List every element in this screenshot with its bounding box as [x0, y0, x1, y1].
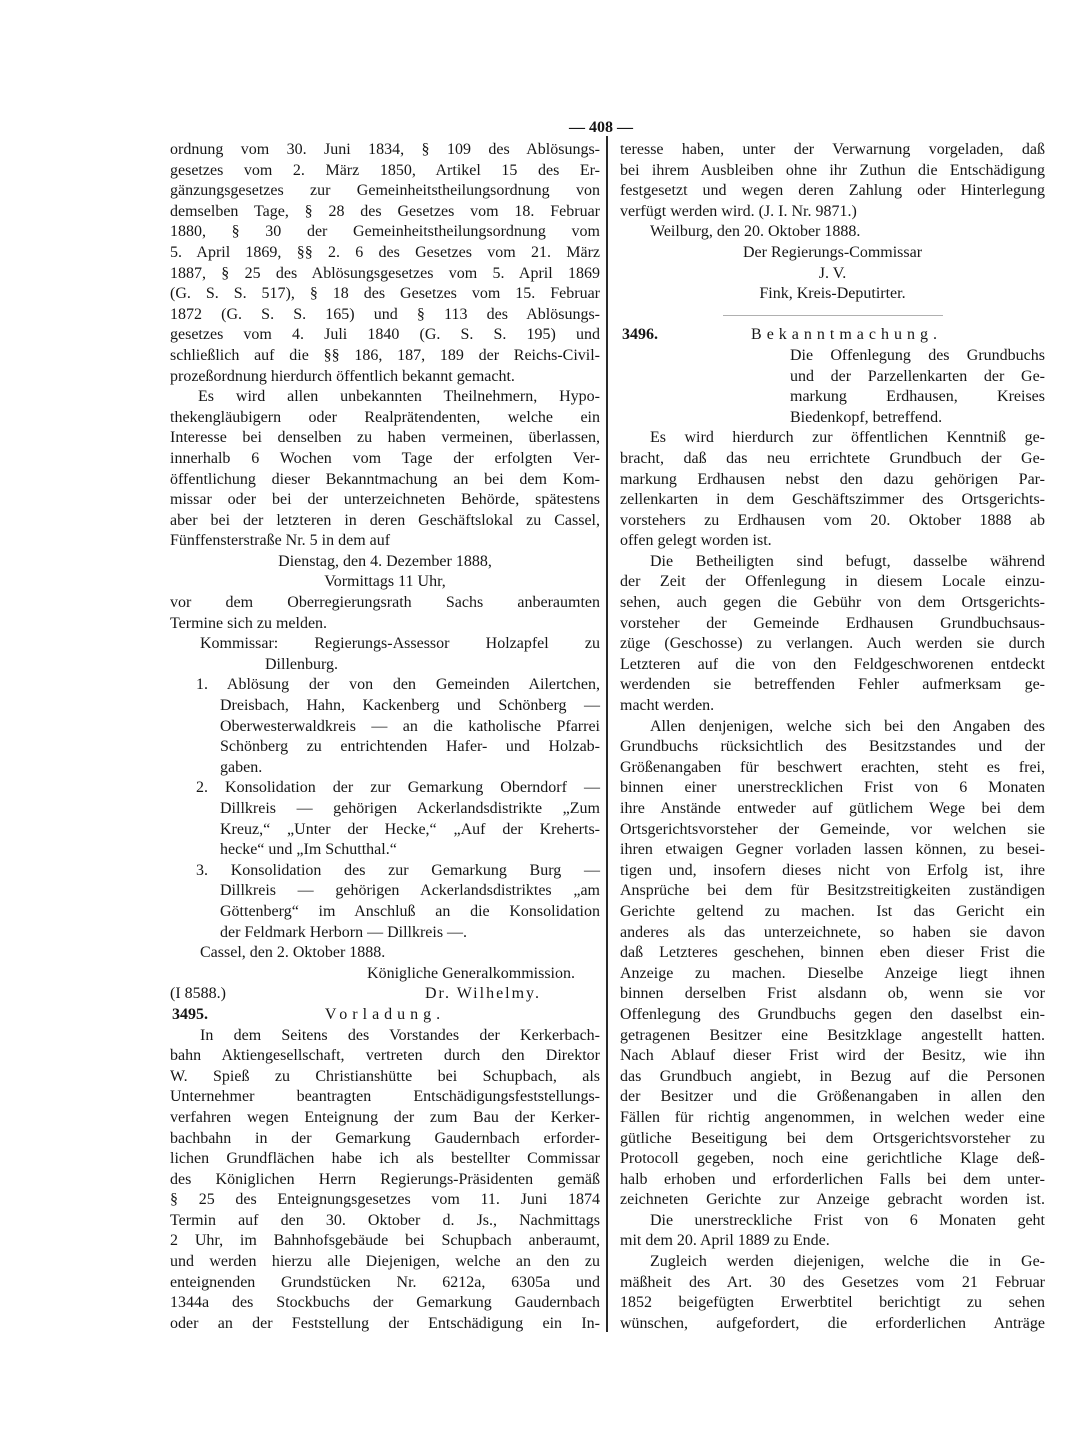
subject-line: Biedenkopf, betreffend. [790, 408, 943, 426]
text-line: verfahren wegen Enteignung der zum Bau der Kerker- [170, 1108, 600, 1126]
text-line: wünschen, aufgefordert, die erforderlichen Anträge [620, 1314, 1045, 1332]
text-line: Kommissar: Regierungs-Assessor Holzapfel zu [200, 635, 600, 653]
text-line: Größenangaben für beschwert erachten, steht es frei, [620, 758, 1045, 776]
text-line: thekengläubigern oder Realprätendenten, welche ein [170, 408, 600, 426]
text-line: oder an der Feststellung der Entschädigung ein In- [170, 1314, 600, 1332]
text-line: Termine sich zu melden. [170, 614, 328, 632]
text-line: 1344a des Stockbuchs der Gemarkung Gaudernbach [170, 1294, 600, 1312]
reference-number: (I 8588.) [170, 985, 226, 1003]
notice-heading [620, 325, 1045, 346]
text-line: gaben. [220, 758, 263, 776]
text-line: 2 Uhr, im Bahnhofsgebäude bei Schupbach anberaumt, [170, 1232, 600, 1250]
text-line: Fällen für richtig angenommen, in welchen weder eine [620, 1108, 1045, 1126]
subject-line: markung Erdhausen, Kreises [790, 388, 1045, 406]
text-line: lichen Grundflächen habe ich als bestellter Commissar [170, 1150, 600, 1168]
text-line: teresse haben, unter der Verwarnung vorgeladen, daß [620, 141, 1045, 158]
text-line: Dillkreis — gehörigen Ackerlandsdistriktes „am [220, 882, 600, 900]
text-line: Letzteren auf die von den Feldgeschworenen entdeckt [620, 655, 1045, 673]
signature: Fink, Kreis-Deputirter. [759, 285, 906, 303]
text-line: Dreisbach, Hahn, Kackenberg und Schönberg — [220, 697, 600, 715]
column-divider [606, 136, 608, 1332]
text-line: tigen und, insofern dieses nicht von Erfolg ist, ihre [620, 861, 1045, 879]
text-line: öffentlichung dieser Bekanntmachung an bei dem Kom- [170, 470, 600, 488]
text-line: markung Erdhausen nebst den dazu gehörigen Par- [620, 470, 1045, 488]
text-line: macht werden. [620, 697, 715, 715]
section-divider [620, 305, 1045, 326]
text-line: züge (Geschosse) zu verlangen. Auch werden sie durch [620, 635, 1045, 653]
notice-title: Vorladung. [324, 1005, 446, 1023]
divider-rule [723, 315, 943, 316]
text-line: 1872 (G. S. S. 165) und § 113 des Ablösungs- [170, 305, 600, 323]
text-line: sehen, auch gegen die Gebühr von dem Ortsgerichts- [620, 594, 1045, 612]
place-date: Cassel, den 2. Oktober 1888. [200, 944, 386, 962]
text-line: ihren etwaigen Gegner vorladen lassen können, zu besei- [620, 841, 1045, 859]
signature: Dr. Wilhelmy. [425, 985, 542, 1003]
text-line: gütliche Beseitigung bei dem Ortsgerichtsvorsteher zu [620, 1129, 1045, 1147]
list-item: 1. Ablösung der von den Gemeinden Ailertchen, [196, 676, 600, 694]
text-line: binnen einer unerstrecklichen Frist von 6 Monaten [620, 779, 1045, 797]
text-line: binnen derselben Frist alsdann ob, wenn sie vor [620, 985, 1045, 1003]
text-line: ordnung vom 30. Juni 1834, § 109 des Ablösungs- [170, 141, 600, 158]
text-line: Die unerstreckliche Frist von 6 Monaten geht [650, 1211, 1045, 1229]
text-line: Es wird hierdurch zur öffentlichen Kenntniß ge- [650, 429, 1045, 447]
text-line: Dillenburg. [265, 655, 339, 673]
text-line: Ortsgerichtsvorsteher der Gemeinde, vor welchen sie [620, 820, 1045, 838]
proxy-mark: J. V. [818, 264, 847, 282]
text-line: bei ihrem Ausbleiben ohne ihr Zuthun die Entschädigung [620, 161, 1045, 179]
text-line: anderes als das unterzeichnete, so haben sie davon [620, 923, 1045, 941]
text-line: festgesetzt und wegen deren Zahlung oder Hinterlegung [620, 182, 1045, 200]
text-line: Kreuz,“ „Unter der Hecke,“ „Auf der Kreherts- [220, 820, 600, 838]
text-line: bahn Aktiengesellschaft, vertreten durch den Direktor [170, 1047, 600, 1065]
text-line: verfügt werden wird. (J. I. Nr. 9871.) [620, 202, 857, 220]
text-line: Ansprüche bei dem für Besitzstreitigkeiten zuständigen [620, 882, 1045, 900]
text-line: Termin auf den 30. Oktober d. Js., Nachmittags [170, 1211, 600, 1229]
text-line: Nach Ablauf dieser Frist wird der Besitz, wie ihn [620, 1047, 1045, 1065]
text-line: werdenden sie betreffenden Fehler aufmerksam ge- [620, 676, 1045, 694]
list-item: 3. Konsolidation des zur Gemarkung Burg — [196, 861, 600, 879]
place-date: Weilburg, den 20. Oktober 1888. [650, 223, 861, 241]
text-line: Unternehmer beantragten Entschädigungsfeststellungs- [170, 1088, 600, 1106]
text-line: daß Letzteres geschehen, binnen eben dieser Frist die [620, 944, 1045, 962]
text-line: (G. S. S. 517), § 18 des Gesetzes vom 15. Februar [170, 285, 600, 303]
appointment-time: Vormittags 11 Uhr, [324, 573, 446, 591]
text-line: hecke“ und „Im Schutthal.“ [220, 841, 397, 859]
text-line: und werden hierzu alle Diejenigen, welche an den zu [170, 1253, 600, 1271]
text-line: vorsteher der Gemeinde Erdhausen Grundbuchsaus- [620, 614, 1045, 632]
text-line: schließlich auf die §§ 186, 187, 189 der Reichs-Civil- [170, 346, 600, 364]
text-line: zeichneten Gerichte zur Anzeige gebracht worden ist. [620, 1191, 1045, 1209]
text-line: enteignenden Grundstücken Nr. 6212a, 6305a und [170, 1273, 600, 1291]
page-number: — 408 — [569, 119, 633, 136]
text-line: Offenlegung des Grundbuchs gegen den daselbst ein- [620, 1005, 1045, 1023]
text-line: Die Betheiligten sind befugt, dasselbe während [650, 552, 1045, 570]
text-line: 1880, § 30 der Gemeinheitstheilungsordnung vom [170, 223, 600, 241]
text-line: Göttenberg“ im Anschluß an die Konsolidation [220, 902, 600, 920]
text-line: innerhalb 6 Wochen vom Tage der erfolgten Ver- [170, 449, 600, 467]
subject-line: Die Offenlegung des Grundbuchs [790, 346, 1045, 364]
text-line: Dillkreis — gehörigen Ackerlandsdistrikte „Zum [220, 800, 600, 817]
list-item: 2. Konsolidation der zur Gemarkung Oberndorf — [196, 779, 600, 797]
text-line: ihre Anstände entweder auf gütlichem Wege bei dem [620, 800, 1045, 817]
text-line: Es wird allen unbekannten Theilnehmern, Hypo- [198, 388, 600, 406]
text-line: Anzeige zu machen. Dieselbe Anzeige liegt ihnen [620, 964, 1045, 982]
text-line: Zugleich werden diejenigen, welche die in Ge- [650, 1253, 1045, 1271]
text-line: Grundbuchs rücksichtlich des Besitzstandes und der [620, 738, 1045, 756]
text-line: der Besitzer und die Größenangaben in allen den [620, 1088, 1045, 1106]
notice-number: 3496. [622, 326, 658, 344]
text-line: demselben Tage, § 28 des Gesetzes vom 18. Februar [170, 202, 600, 220]
text-line: vorstehers zu Erdhausen vom 20. Oktober 1888 ab [620, 511, 1045, 529]
text-line: aber bei der letzteren in deren Geschäftslokal zu Cassel, [170, 511, 600, 529]
text-line: 5. April 1869, §§ 2. 6 des Gesetzes vom 21. März [170, 243, 600, 261]
text-line: das Grundbuch angiebt, in Bezug auf die Personen [620, 1067, 1045, 1085]
signature-row [170, 984, 600, 1005]
text-line: Schönberg zu entrichtenden Hafer- und Holzab- [220, 738, 600, 756]
subject-line: und der Parzellenkarten der Ge- [790, 367, 1045, 385]
text-line: gänzungsgesetzes zur Gemeinheitstheilungsordnung von [170, 182, 600, 200]
notice-title: Bekanntmachung. [751, 326, 942, 344]
text-line: gesetzes vom 4. Juli 1840 (G. S. S. 195) und [170, 326, 600, 344]
text-line: getragenen Besitzer eine Besitzklage angestellt hatten. [620, 1026, 1045, 1044]
authority: Königliche Generalkommission. [367, 964, 575, 982]
text-line: § 25 des Enteignungsgesetzes vom 11. Juni 1874 [170, 1191, 600, 1209]
text-line: Oberwesterwaldkreis — an die katholische Pfarrei [220, 717, 600, 735]
text-line: Interesse bei denselben zu haben vermeinen, überlassen, [170, 429, 600, 447]
text-line: mit dem 20. April 1889 zu Ende. [620, 1232, 830, 1250]
appointment-date: Dienstag, den 4. Dezember 1888, [278, 552, 492, 570]
text-line: bracht, daß das neu errichtete Grundbuch der Ge- [620, 449, 1045, 467]
left-column [170, 140, 600, 1334]
text-line: In dem Seitens des Vorstandes der Kerkerbach- [200, 1026, 600, 1044]
text-line: der Zeit der Offenlegung in diesem Locale einzu- [620, 573, 1045, 591]
text-line: Protocoll gegeben, noch eine gerichtliche Klage deß- [620, 1150, 1045, 1168]
text-line: halb erhoben und erforderlichen Falls bei dem unter- [620, 1170, 1045, 1188]
text-line: missar oder bei der unterzeichneten Behörde, spätestens [170, 491, 600, 509]
text-line: der Feldmark Herborn — Dillkreis —. [220, 923, 468, 941]
text-line: bachbahn in der Gemarkung Gaudernbach erforder- [170, 1129, 600, 1147]
text-line: 1852 beigefügten Erwerbtitel berichtigt zu sehen [620, 1294, 1045, 1312]
right-column [620, 140, 1045, 1334]
text-line: offen gelegt worden ist. [620, 532, 772, 550]
notice-heading [170, 1005, 600, 1026]
authority: Der Regierungs-Commissar [742, 243, 923, 261]
text-line: W. Spieß zu Christianshütte bei Schupbach, als [170, 1067, 600, 1085]
text-line: gesetzes vom 2. März 1850, Artikel 15 des Er- [170, 161, 600, 179]
text-line: vor dem Oberregierungsrath Sachs anberaumten [170, 594, 600, 612]
text-line: 1887, § 25 des Ablösungsgesetzes vom 5. April 1869 [170, 264, 600, 282]
text-line: Allen denjenigen, welche sich bei den Angaben des [650, 717, 1045, 735]
text-line: prozeßordnung hierdurch öffentlich bekannt gemacht. [170, 367, 515, 385]
text-line: Fünffensterstraße Nr. 5 in dem auf [170, 532, 391, 550]
text-line: zellenkarten in dem Geschäftszimmer des Ortsgerichts- [620, 491, 1045, 509]
text-line: mäßheit des Art. 30 des Gesetzes vom 21 Februar [620, 1273, 1045, 1291]
text-line: Gerichte geltend zu machen. Ist das Gericht ein [620, 902, 1045, 920]
text-line: des Königlichen Herrn Regierungs-Präsidenten gemäß [170, 1170, 600, 1188]
notice-number: 3495. [172, 1005, 208, 1023]
